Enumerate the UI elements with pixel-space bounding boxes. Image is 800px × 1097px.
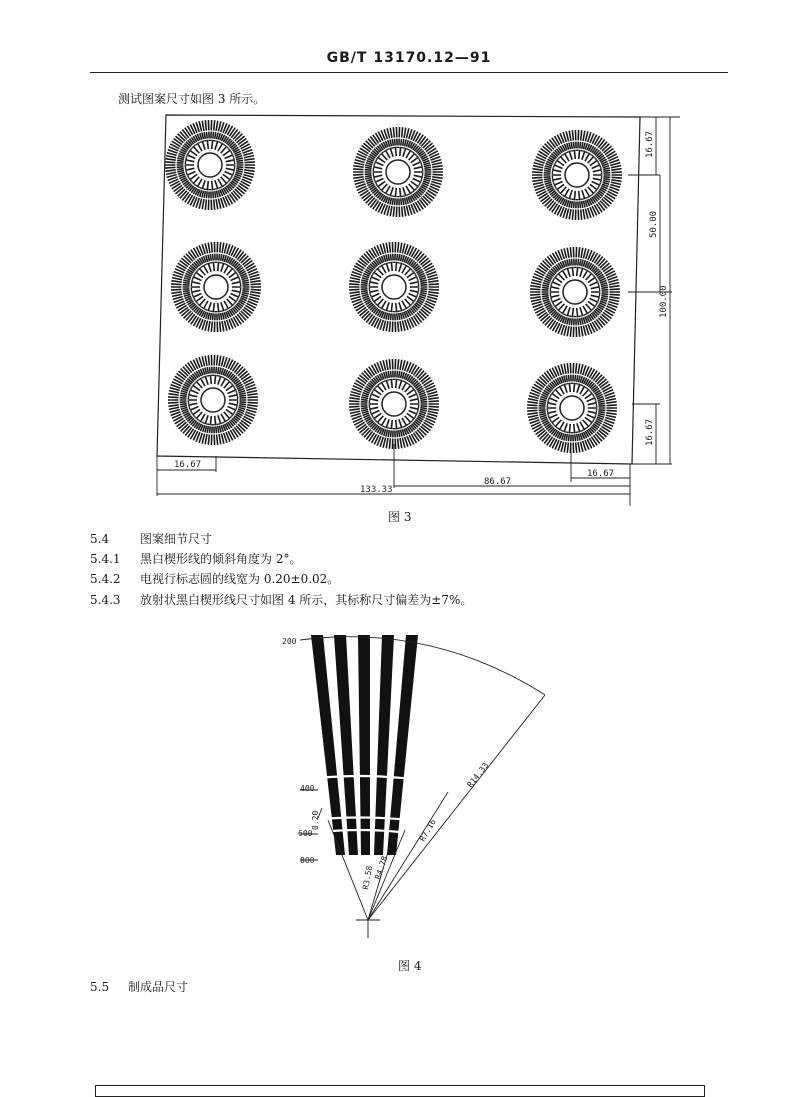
section-text: 黑白楔形线的倾斜角度为 2°。	[140, 552, 302, 566]
dim-bottom-right-16-67: 16.67	[587, 469, 615, 479]
section-5-4-2	[90, 570, 339, 587]
label-r3-58: R3.58	[361, 865, 375, 891]
label-600: 600	[298, 829, 313, 838]
label-r7-16: R7.16	[417, 817, 438, 843]
dim-bottom-133-33: 133.33	[360, 485, 393, 495]
dim-right-16-67-bottom: 16.67	[645, 418, 655, 446]
label-400: 400	[300, 784, 315, 793]
section-text: 电视行标志圆的线宽为 0.20±0.02。	[140, 572, 340, 586]
dim-right-100: 100.00	[659, 285, 669, 318]
section-number: 5.4.2	[90, 572, 121, 586]
label-200: 200	[282, 637, 297, 646]
section-text: 图案细节尺寸	[140, 532, 213, 546]
dim-bottom-left-16-67: 16.67	[174, 460, 202, 470]
section-text: 制成品尺寸	[128, 980, 189, 994]
figure-3-caption: 图 3	[388, 510, 412, 524]
section-text: 放射状黑白楔形线尺寸如图 4 所示，其标称尺寸偏差为±7%。	[140, 593, 473, 607]
section-5-5	[90, 978, 188, 995]
section-number: 5.4.3	[90, 593, 121, 607]
wedge-bars	[311, 635, 418, 855]
figure-4	[0, 620, 800, 960]
dim-right-16-67-top: 16.67	[645, 130, 655, 158]
section-number: 5.5	[90, 980, 110, 994]
label-width-0-20: 0.20	[311, 810, 320, 830]
bottom-frame	[95, 1085, 705, 1097]
section-number: 5.4	[90, 532, 110, 546]
label-r14-33: R14.33	[465, 760, 491, 790]
label-800: 800	[300, 856, 315, 865]
figure-3	[0, 0, 800, 520]
section-5-4-1	[90, 550, 301, 567]
intro-text: 测试图案尺寸如图 3 所示。	[118, 92, 266, 106]
section-number: 5.4.1	[90, 552, 121, 566]
label-r4-78: R4.78	[373, 854, 390, 881]
doc-header: GB/T 13170.12—91	[326, 50, 492, 66]
dim-bottom-86-67: 86.67	[484, 477, 512, 487]
section-5-4-3	[90, 591, 472, 608]
dim-right-50: 50.00	[649, 210, 659, 238]
figure-4-caption: 图 4	[398, 959, 422, 973]
section-5-4	[90, 530, 212, 547]
